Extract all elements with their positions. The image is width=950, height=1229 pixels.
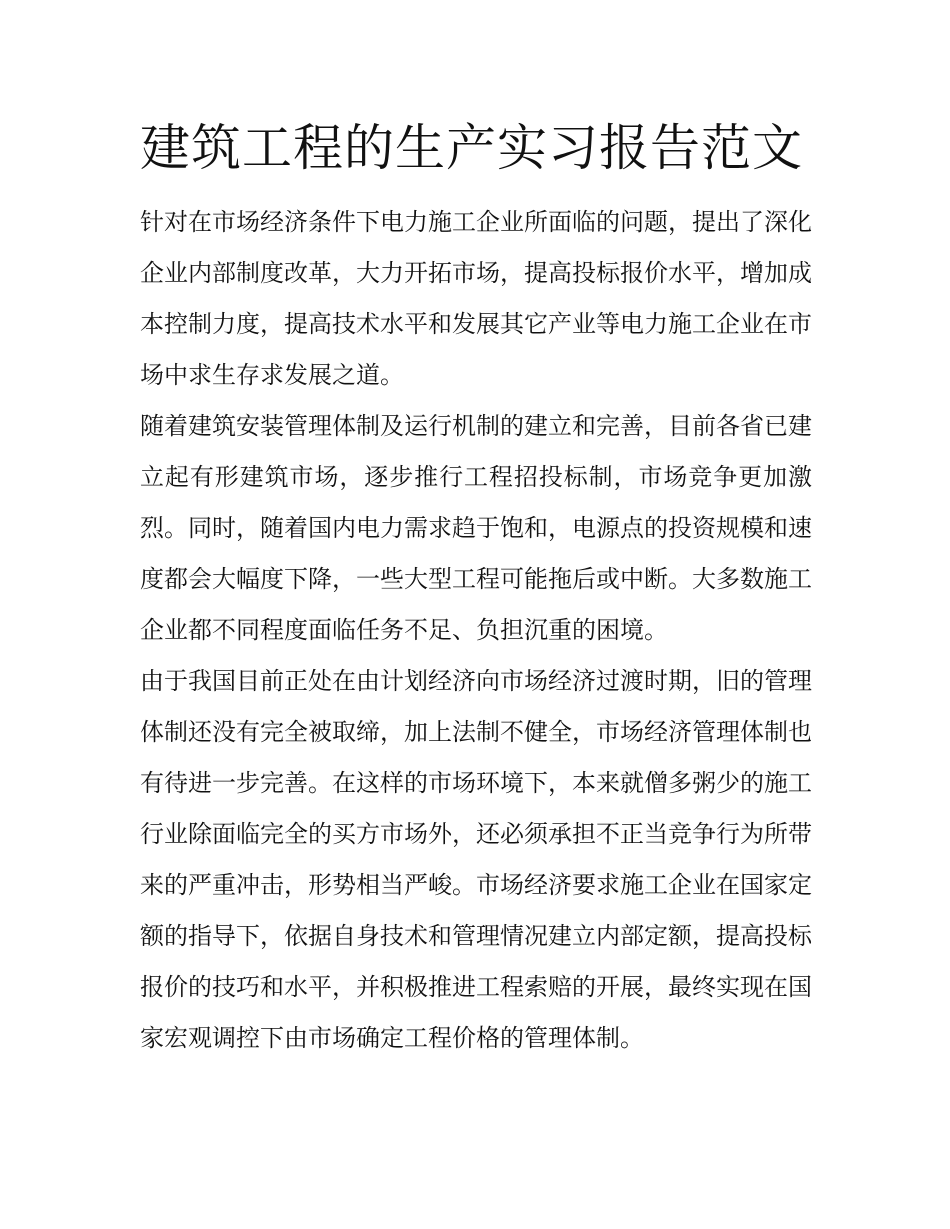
document-body <box>140 197 812 1064</box>
paragraph-3: 由于我国目前正处在由计划经济向市场经济过渡时期，旧的管理体制还没有完全被取缔，加上法制不健全，市场经济管理体制也有待进一步完善。在这样的市场环境下，本来就僧多粥少的施工行业除面临完全的买方市场外，还必须承担不正当竞争行为所带来的严重冲击，形势相当严峻。市场经济要求施工企业在国家定额的指导下，依据自身技术和管理情况建立内部定额，提高投标报价的技巧和水平，并积极推进工程索赔的开展，最终实现在国家宏观调控下由市场确定工程价格的管理体制。 <box>140 667 812 1052</box>
paragraph-2: 随着建筑安装管理体制及运行机制的建立和完善，目前各省已建立起有形建筑市场，逐步推行工程招投标制，市场竞争更加激烈。同时，随着国内电力需求趋于饱和，电源点的投资规模和速度都会大幅度下降，一些大型工程可能拖后或中断。大多数施工企业都不同程度面临任务不足、负担沉重的困境。 <box>140 412 812 644</box>
paragraph-1: 针对在市场经济条件下电力施工企业所面临的问题，提出了深化企业内部制度改革，大力开拓市场，提高投标报价水平，增加成本控制力度，提高技术水平和发展其它产业等电力施工企业在市场中求生存求发展之道。 <box>140 208 812 389</box>
document-title: 建筑工程的生产实习报告范文 <box>140 119 803 177</box>
